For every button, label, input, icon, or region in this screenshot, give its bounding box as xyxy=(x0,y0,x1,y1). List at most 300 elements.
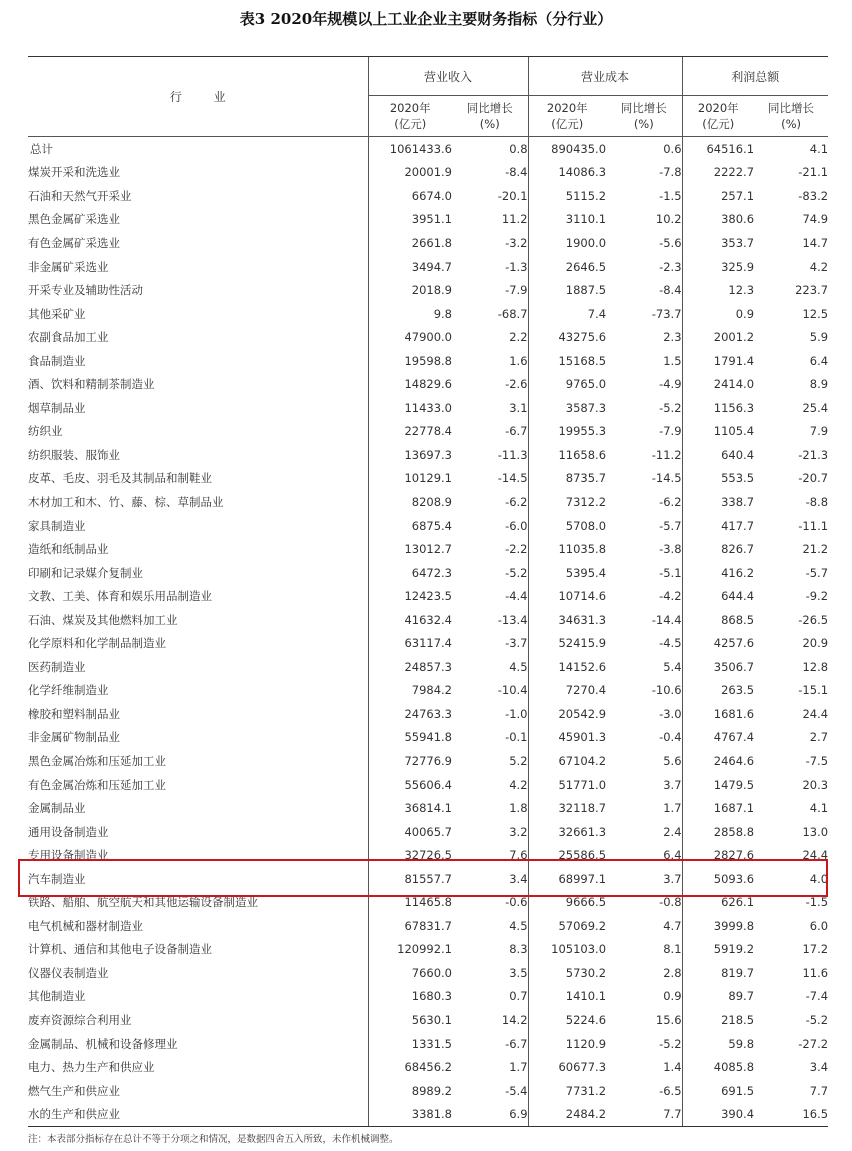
footnote: 注：本表部分指标存在总计不等于分项之和情况，是数据四舍五入所致，未作机械调整。 xyxy=(28,1134,399,1145)
revenue-growth-cell: -3.2 xyxy=(505,235,528,250)
profit-growth-cell: 21.2 xyxy=(802,542,829,557)
table-row xyxy=(28,514,828,538)
industry-name: 煤炭开采和洗选业 xyxy=(28,165,120,180)
industry-name: 专用设备制造业 xyxy=(28,848,109,863)
profit-growth-cell: 6.4 xyxy=(809,353,829,368)
revenue-2020-cell: 11433.0 xyxy=(368,396,452,420)
cost-growth-cell: -2.3 xyxy=(659,259,682,274)
profit-growth-cell: 223.7 xyxy=(795,283,829,298)
revenue-2020-cell: 1680.3 xyxy=(368,985,452,1009)
cost-2020-cell: 105103.0 xyxy=(528,938,606,962)
table-row xyxy=(28,161,828,185)
profit-2020-cell: 4257.6 xyxy=(682,631,754,655)
revenue-2020-cell: 72776.9 xyxy=(368,749,452,773)
profit-growth-cell: 20.3 xyxy=(802,777,829,792)
revenue-growth-cell: 14.2 xyxy=(501,1013,528,1027)
header-cost-growth: 同比增长 (%) xyxy=(606,96,682,137)
industry-name: 木材加工和木、竹、藤、棕、草制品业 xyxy=(28,494,224,509)
profit-2020-cell: 325.9 xyxy=(682,255,754,279)
cost-growth-cell: 1.4 xyxy=(663,1060,682,1075)
table-row xyxy=(28,278,828,302)
profit-2020-cell: 12.3 xyxy=(682,278,754,302)
table-row xyxy=(28,961,828,985)
table-row xyxy=(28,796,828,820)
revenue-2020-cell: 55941.8 xyxy=(368,726,452,750)
profit-growth-cell: -9.2 xyxy=(805,589,829,604)
cost-2020-cell: 1887.5 xyxy=(528,278,606,302)
profit-2020-cell: 417.7 xyxy=(682,514,754,538)
profit-2020-cell: 826.7 xyxy=(682,537,754,561)
cost-growth-cell: -14.4 xyxy=(651,612,682,627)
cost-growth-cell: -7.9 xyxy=(659,424,682,439)
cost-2020-cell: 5395.4 xyxy=(528,561,606,585)
industry-name: 文教、工美、体育和娱乐用品制造业 xyxy=(28,589,212,604)
header-row-groups xyxy=(28,57,828,96)
profit-2020-cell: 59.8 xyxy=(682,1032,754,1056)
revenue-2020-cell: 47900.0 xyxy=(368,325,452,349)
cost-growth-cell: -1.5 xyxy=(659,188,682,203)
profit-2020-cell: 553.5 xyxy=(682,467,754,491)
profit-growth-cell: -27.2 xyxy=(798,1036,829,1051)
revenue-growth-cell: 4.5 xyxy=(509,918,528,933)
profit-growth-cell: -20.7 xyxy=(798,471,829,486)
cost-2020-cell: 43275.6 xyxy=(528,325,606,349)
financial-indicators-table xyxy=(28,57,828,1127)
cost-growth-cell: 2.8 xyxy=(663,965,682,980)
industry-name: 铁路、船舶、航空航天和其他运输设备制造业 xyxy=(28,895,258,910)
revenue-growth-cell: 0.7 xyxy=(509,989,528,1004)
cost-growth-cell: 5.6 xyxy=(663,753,682,768)
table-row xyxy=(28,1032,828,1056)
revenue-growth-cell: -6.0 xyxy=(505,518,528,533)
industry-name: 总计 xyxy=(30,141,53,156)
revenue-2020-cell: 6674.0 xyxy=(368,184,452,208)
revenue-2020-cell: 3951.1 xyxy=(368,208,452,232)
revenue-growth-cell: -6.7 xyxy=(505,1036,528,1051)
revenue-2020-cell: 9.8 xyxy=(368,302,452,326)
revenue-2020-cell: 8208.9 xyxy=(368,490,452,514)
table-row xyxy=(28,938,828,962)
profit-2020-cell: 338.7 xyxy=(682,490,754,514)
header-revenue-growth: 同比增长 (%) xyxy=(452,96,528,137)
cost-growth-cell: 2.4 xyxy=(663,824,682,839)
cost-growth-cell: -5.2 xyxy=(659,400,682,415)
cost-growth-cell: -6.2 xyxy=(659,494,682,509)
cost-2020-cell: 34631.3 xyxy=(528,608,606,632)
revenue-growth-cell: -2.2 xyxy=(505,542,528,557)
table-row xyxy=(28,184,828,208)
profit-growth-cell: 12.8 xyxy=(802,659,829,674)
profit-growth-cell: 74.9 xyxy=(802,212,829,227)
revenue-2020-cell: 24763.3 xyxy=(368,702,452,726)
cost-2020-cell: 32661.3 xyxy=(528,820,606,844)
revenue-2020-cell: 22778.4 xyxy=(368,420,452,444)
revenue-growth-cell: 3.1 xyxy=(509,400,528,415)
revenue-2020-cell: 10129.1 xyxy=(368,467,452,491)
profit-2020-cell: 2464.6 xyxy=(682,749,754,773)
header-profit-growth: 同比增长 (%) xyxy=(754,96,828,137)
cost-2020-cell: 1120.9 xyxy=(528,1032,606,1056)
cost-2020-cell: 7270.4 xyxy=(528,679,606,703)
profit-growth-cell: 4.1 xyxy=(809,801,829,816)
table-row xyxy=(28,537,828,561)
revenue-2020-cell: 120992.1 xyxy=(368,938,452,962)
profit-growth-cell: 8.9 xyxy=(809,377,829,392)
cost-growth-cell: -10.6 xyxy=(651,683,682,698)
profit-growth-cell: -5.7 xyxy=(805,565,829,580)
revenue-2020-cell: 6472.3 xyxy=(368,561,452,585)
cost-growth-cell: -3.0 xyxy=(659,706,682,721)
revenue-2020-cell: 32726.5 xyxy=(368,843,452,867)
cost-2020-cell: 11658.6 xyxy=(528,443,606,467)
revenue-growth-cell: 8.3 xyxy=(509,942,528,957)
cost-growth-cell: 7.7 xyxy=(606,1102,682,1126)
profit-2020-cell: 380.6 xyxy=(682,208,754,232)
cost-growth-cell: -8.4 xyxy=(659,283,682,298)
header-industry: 行 业 xyxy=(28,57,368,137)
cost-growth-cell: -5.6 xyxy=(659,235,682,250)
industry-name: 石油、煤炭及其他燃料加工业 xyxy=(28,612,178,627)
revenue-2020-cell: 13697.3 xyxy=(368,443,452,467)
profit-growth-cell: -1.5 xyxy=(805,895,829,910)
revenue-2020-cell: 55606.4 xyxy=(368,773,452,797)
cost-2020-cell: 5115.2 xyxy=(528,184,606,208)
cost-2020-cell: 1900.0 xyxy=(528,231,606,255)
table-row xyxy=(28,655,828,679)
table-body xyxy=(28,137,828,1127)
revenue-growth-cell: 3.5 xyxy=(509,965,528,980)
revenue-growth-cell: 3.2 xyxy=(509,824,528,839)
profit-2020-cell: 89.7 xyxy=(682,985,754,1009)
profit-2020-cell: 1791.4 xyxy=(682,349,754,373)
revenue-2020-cell: 14829.6 xyxy=(368,372,452,396)
revenue-2020-cell: 5630.1 xyxy=(368,1008,452,1032)
cost-growth-cell: -4.2 xyxy=(659,589,682,604)
cost-2020-cell: 7.4 xyxy=(528,302,606,326)
highlight-box-automobile xyxy=(18,859,828,897)
table-row xyxy=(28,1008,828,1032)
profit-growth-cell: 7.7 xyxy=(809,1083,829,1098)
revenue-2020-cell: 20001.9 xyxy=(368,161,452,185)
revenue-growth-cell: -4.4 xyxy=(505,589,528,604)
table-row xyxy=(28,702,828,726)
header-profit: 利润总额 xyxy=(682,57,828,96)
cost-2020-cell: 5708.0 xyxy=(528,514,606,538)
profit-2020-cell: 2827.6 xyxy=(682,843,754,867)
profit-2020-cell: 2414.0 xyxy=(682,372,754,396)
cost-growth-cell: 3.7 xyxy=(663,871,682,886)
profit-growth-cell: -8.8 xyxy=(805,494,829,509)
industry-name: 黑色金属矿采选业 xyxy=(28,212,120,227)
cost-2020-cell: 60677.3 xyxy=(528,1055,606,1079)
industry-name: 电气机械和器材制造业 xyxy=(28,918,143,933)
profit-growth-cell: 4.2 xyxy=(809,259,829,274)
cost-2020-cell: 2646.5 xyxy=(528,255,606,279)
industry-name: 纺织服装、服饰业 xyxy=(28,447,120,462)
table-row xyxy=(28,372,828,396)
cost-growth-cell: 0.9 xyxy=(663,989,682,1004)
profit-growth-cell: 24.4 xyxy=(802,848,829,863)
profit-2020-cell: 0.9 xyxy=(682,302,754,326)
revenue-growth-cell: -7.9 xyxy=(505,283,528,298)
revenue-growth-cell: -3.7 xyxy=(505,636,528,651)
cost-growth-cell: 1.7 xyxy=(663,801,682,816)
industry-name: 废弃资源综合利用业 xyxy=(28,1013,132,1027)
profit-2020-cell: 263.5 xyxy=(682,679,754,703)
industry-name: 有色金属矿采选业 xyxy=(28,235,120,250)
profit-growth-cell: -26.5 xyxy=(798,612,829,627)
revenue-2020-cell: 6875.4 xyxy=(368,514,452,538)
profit-2020-cell: 691.5 xyxy=(682,1079,754,1103)
table-row xyxy=(28,255,828,279)
profit-growth-cell: -15.1 xyxy=(798,683,829,698)
cost-2020-cell: 32118.7 xyxy=(528,796,606,820)
profit-2020-cell: 257.1 xyxy=(682,184,754,208)
table-row-total xyxy=(28,137,828,161)
cost-2020-cell: 9765.0 xyxy=(528,372,606,396)
industry-name: 仪器仪表制造业 xyxy=(28,965,109,980)
industry-name: 橡胶和塑料制品业 xyxy=(28,706,120,721)
revenue-2020-cell: 68456.2 xyxy=(368,1055,452,1079)
profit-growth-cell: 5.9 xyxy=(809,330,829,345)
revenue-growth-cell: -0.1 xyxy=(505,730,528,745)
cost-growth-cell: 3.7 xyxy=(663,777,682,792)
revenue-growth-cell: -10.4 xyxy=(497,683,528,698)
cost-growth-cell: -11.2 xyxy=(651,447,682,462)
profit-growth-cell: 17.2 xyxy=(802,942,829,957)
cost-2020-cell: 10714.6 xyxy=(528,584,606,608)
cost-2020-cell: 5224.6 xyxy=(528,1008,606,1032)
industry-name: 开采专业及辅助性活动 xyxy=(28,283,143,298)
revenue-2020-cell: 13012.7 xyxy=(368,537,452,561)
revenue-2020-cell: 1061433.6 xyxy=(368,137,452,161)
profit-growth-cell: 12.5 xyxy=(802,306,829,321)
profit-2020-cell: 2858.8 xyxy=(682,820,754,844)
cost-2020-cell: 1410.1 xyxy=(528,985,606,1009)
profit-growth-cell: 4.0 xyxy=(809,871,829,886)
profit-2020-cell: 1681.6 xyxy=(682,702,754,726)
table-row xyxy=(28,1055,828,1079)
cost-growth-cell: -5.7 xyxy=(659,518,682,533)
cost-growth-cell: -73.7 xyxy=(651,306,682,321)
revenue-growth-cell: -2.6 xyxy=(505,377,528,392)
revenue-growth-cell: 1.8 xyxy=(509,801,528,816)
cost-2020-cell: 19955.3 xyxy=(528,420,606,444)
revenue-2020-cell: 8989.2 xyxy=(368,1079,452,1103)
table-row xyxy=(28,231,828,255)
table-row xyxy=(28,914,828,938)
profit-2020-cell: 4085.8 xyxy=(682,1055,754,1079)
revenue-growth-cell: 0.8 xyxy=(509,141,528,156)
profit-2020-cell: 2222.7 xyxy=(682,161,754,185)
profit-growth-cell: -7.4 xyxy=(805,989,829,1004)
profit-growth-cell: -5.2 xyxy=(805,1013,829,1027)
cost-growth-cell: 15.6 xyxy=(655,1013,682,1027)
industry-name: 汽车制造业 xyxy=(28,871,86,886)
revenue-2020-cell: 7660.0 xyxy=(368,961,452,985)
cost-2020-cell: 57069.2 xyxy=(528,914,606,938)
industry-name: 通用设备制造业 xyxy=(28,824,109,839)
cost-growth-cell: 1.5 xyxy=(663,353,682,368)
table-row xyxy=(28,1079,828,1103)
revenue-growth-cell: 2.2 xyxy=(509,330,528,345)
cost-growth-cell: 4.7 xyxy=(663,918,682,933)
revenue-growth-cell: 4.2 xyxy=(509,777,528,792)
cost-growth-cell: -4.5 xyxy=(659,636,682,651)
revenue-growth-cell: -8.4 xyxy=(505,165,528,180)
industry-name: 酒、饮料和精制茶制造业 xyxy=(28,377,155,392)
cost-growth-cell: -5.2 xyxy=(659,1036,682,1051)
profit-growth-cell: 20.9 xyxy=(802,636,829,651)
industry-name: 食品制造业 xyxy=(28,353,86,368)
cost-2020-cell: 5730.2 xyxy=(528,961,606,985)
revenue-growth-cell: -11.3 xyxy=(497,447,528,462)
table-title: 表3 2020年规模以上工业企业主要财务指标（分行业） xyxy=(239,10,613,28)
revenue-2020-cell: 63117.4 xyxy=(368,631,452,655)
profit-2020-cell: 868.5 xyxy=(682,608,754,632)
profit-2020-cell: 2001.2 xyxy=(682,325,754,349)
header-profit-year: 2020年 (亿元) xyxy=(682,96,754,137)
revenue-growth-cell: 3.4 xyxy=(509,871,528,886)
industry-name: 印刷和记录媒介复制业 xyxy=(28,565,143,580)
revenue-growth-cell: 6.9 xyxy=(452,1102,528,1126)
revenue-growth-cell: -5.4 xyxy=(505,1083,528,1098)
profit-2020-cell: 640.4 xyxy=(682,443,754,467)
cost-2020-cell: 20542.9 xyxy=(528,702,606,726)
revenue-growth-cell: 1.6 xyxy=(509,353,528,368)
table-row xyxy=(28,749,828,773)
revenue-growth-cell: 4.5 xyxy=(509,659,528,674)
cost-growth-cell: -0.8 xyxy=(659,895,682,910)
table-row xyxy=(28,349,828,373)
revenue-2020-cell: 24857.3 xyxy=(368,655,452,679)
cost-growth-cell: -6.5 xyxy=(659,1083,682,1098)
revenue-2020-cell: 67831.7 xyxy=(368,914,452,938)
table-row xyxy=(28,396,828,420)
industry-name: 烟草制品业 xyxy=(28,400,86,415)
industry-name: 电力、热力生产和供应业 xyxy=(28,1060,155,1075)
profit-2020-cell: 4767.4 xyxy=(682,726,754,750)
profit-2020-cell: 64516.1 xyxy=(682,137,754,161)
revenue-growth-cell: 11.2 xyxy=(501,212,528,227)
revenue-growth-cell: -20.1 xyxy=(497,188,528,203)
profit-2020-cell: 1687.1 xyxy=(682,796,754,820)
industry-name: 非金属矿物制品业 xyxy=(28,730,120,745)
cost-2020-cell: 51771.0 xyxy=(528,773,606,797)
profit-2020-cell: 3506.7 xyxy=(682,655,754,679)
industry-name: 水的生产和供应业 xyxy=(28,1102,368,1126)
profit-2020-cell: 3999.8 xyxy=(682,914,754,938)
cost-2020-cell: 25586.5 xyxy=(528,843,606,867)
industry-name: 家具制造业 xyxy=(28,518,86,533)
cost-2020-cell: 8735.7 xyxy=(528,467,606,491)
revenue-2020-cell: 40065.7 xyxy=(368,820,452,844)
industry-name: 纺织业 xyxy=(28,424,63,439)
cost-growth-cell: -5.1 xyxy=(659,565,682,580)
industry-name: 金属制品业 xyxy=(28,801,86,816)
table-row xyxy=(28,726,828,750)
table-row xyxy=(28,561,828,585)
revenue-growth-cell: -68.7 xyxy=(497,306,528,321)
revenue-growth-cell: -13.4 xyxy=(497,612,528,627)
revenue-growth-cell: -0.6 xyxy=(505,895,528,910)
profit-growth-cell: -83.2 xyxy=(798,188,829,203)
revenue-growth-cell: -14.5 xyxy=(497,471,528,486)
profit-2020-cell: 819.7 xyxy=(682,961,754,985)
profit-growth-cell: 4.1 xyxy=(809,141,829,156)
industry-name: 石油和天然气开采业 xyxy=(28,188,132,203)
cost-growth-cell: 6.4 xyxy=(663,848,682,863)
revenue-2020-cell: 36814.1 xyxy=(368,796,452,820)
cost-2020-cell: 3587.3 xyxy=(528,396,606,420)
cost-growth-cell: 10.2 xyxy=(655,212,682,227)
cost-2020-cell: 45901.3 xyxy=(528,726,606,750)
cost-2020-cell: 7312.2 xyxy=(528,490,606,514)
cost-2020-cell: 3110.1 xyxy=(528,208,606,232)
industry-name: 医药制造业 xyxy=(28,659,86,674)
revenue-2020-cell: 3494.7 xyxy=(368,255,452,279)
industry-name: 计算机、通信和其他电子设备制造业 xyxy=(28,942,212,957)
industry-name: 金属制品、机械和设备修理业 xyxy=(28,1036,178,1051)
profit-2020-cell: 390.4 xyxy=(682,1102,754,1126)
header-revenue-year: 2020年 (亿元) xyxy=(368,96,452,137)
revenue-growth-cell: 1.7 xyxy=(509,1060,528,1075)
revenue-2020-cell: 2018.9 xyxy=(368,278,452,302)
revenue-2020-cell: 41632.4 xyxy=(368,608,452,632)
profit-2020-cell: 644.4 xyxy=(682,584,754,608)
profit-2020-cell: 5919.2 xyxy=(682,938,754,962)
revenue-growth-cell: -6.7 xyxy=(505,424,528,439)
profit-growth-cell: 25.4 xyxy=(802,400,829,415)
profit-growth-cell: -7.5 xyxy=(805,753,829,768)
revenue-growth-cell: -5.2 xyxy=(505,565,528,580)
industry-name: 其他采矿业 xyxy=(28,306,86,321)
cost-growth-cell: -0.4 xyxy=(659,730,682,745)
table-row xyxy=(28,302,828,326)
table-row xyxy=(28,584,828,608)
table-row xyxy=(28,208,828,232)
table-row xyxy=(28,325,828,349)
revenue-2020-cell: 81557.7 xyxy=(368,867,452,891)
profit-2020-cell: 1156.3 xyxy=(682,396,754,420)
cost-2020-cell: 14086.3 xyxy=(528,161,606,185)
table-row xyxy=(28,773,828,797)
profit-growth-cell: 7.9 xyxy=(809,424,829,439)
cost-growth-cell: -14.5 xyxy=(651,471,682,486)
profit-2020-cell: 218.5 xyxy=(682,1008,754,1032)
profit-2020-cell: 1479.5 xyxy=(682,773,754,797)
revenue-growth-cell: 7.6 xyxy=(509,848,528,863)
revenue-2020-cell: 2661.8 xyxy=(368,231,452,255)
header-revenue: 营业收入 xyxy=(368,57,528,96)
profit-growth-cell: 2.7 xyxy=(809,730,829,745)
industry-name: 皮革、毛皮、羽毛及其制品和制鞋业 xyxy=(28,471,212,486)
cost-2020-cell: 11035.8 xyxy=(528,537,606,561)
cost-growth-cell: 2.3 xyxy=(663,330,682,345)
profit-growth-cell: 6.0 xyxy=(809,918,829,933)
cost-growth-cell: 8.1 xyxy=(663,942,682,957)
profit-2020-cell: 416.2 xyxy=(682,561,754,585)
profit-2020-cell: 626.1 xyxy=(682,891,754,915)
revenue-growth-cell: -1.0 xyxy=(505,706,528,721)
revenue-2020-cell: 19598.8 xyxy=(368,349,452,373)
cost-growth-cell: -4.9 xyxy=(659,377,682,392)
revenue-2020-cell: 1331.5 xyxy=(368,1032,452,1056)
table-row xyxy=(28,420,828,444)
industry-name: 有色金属冶炼和压延加工业 xyxy=(28,777,166,792)
revenue-2020-cell: 12423.5 xyxy=(368,584,452,608)
profit-growth-cell: 16.5 xyxy=(754,1102,828,1126)
